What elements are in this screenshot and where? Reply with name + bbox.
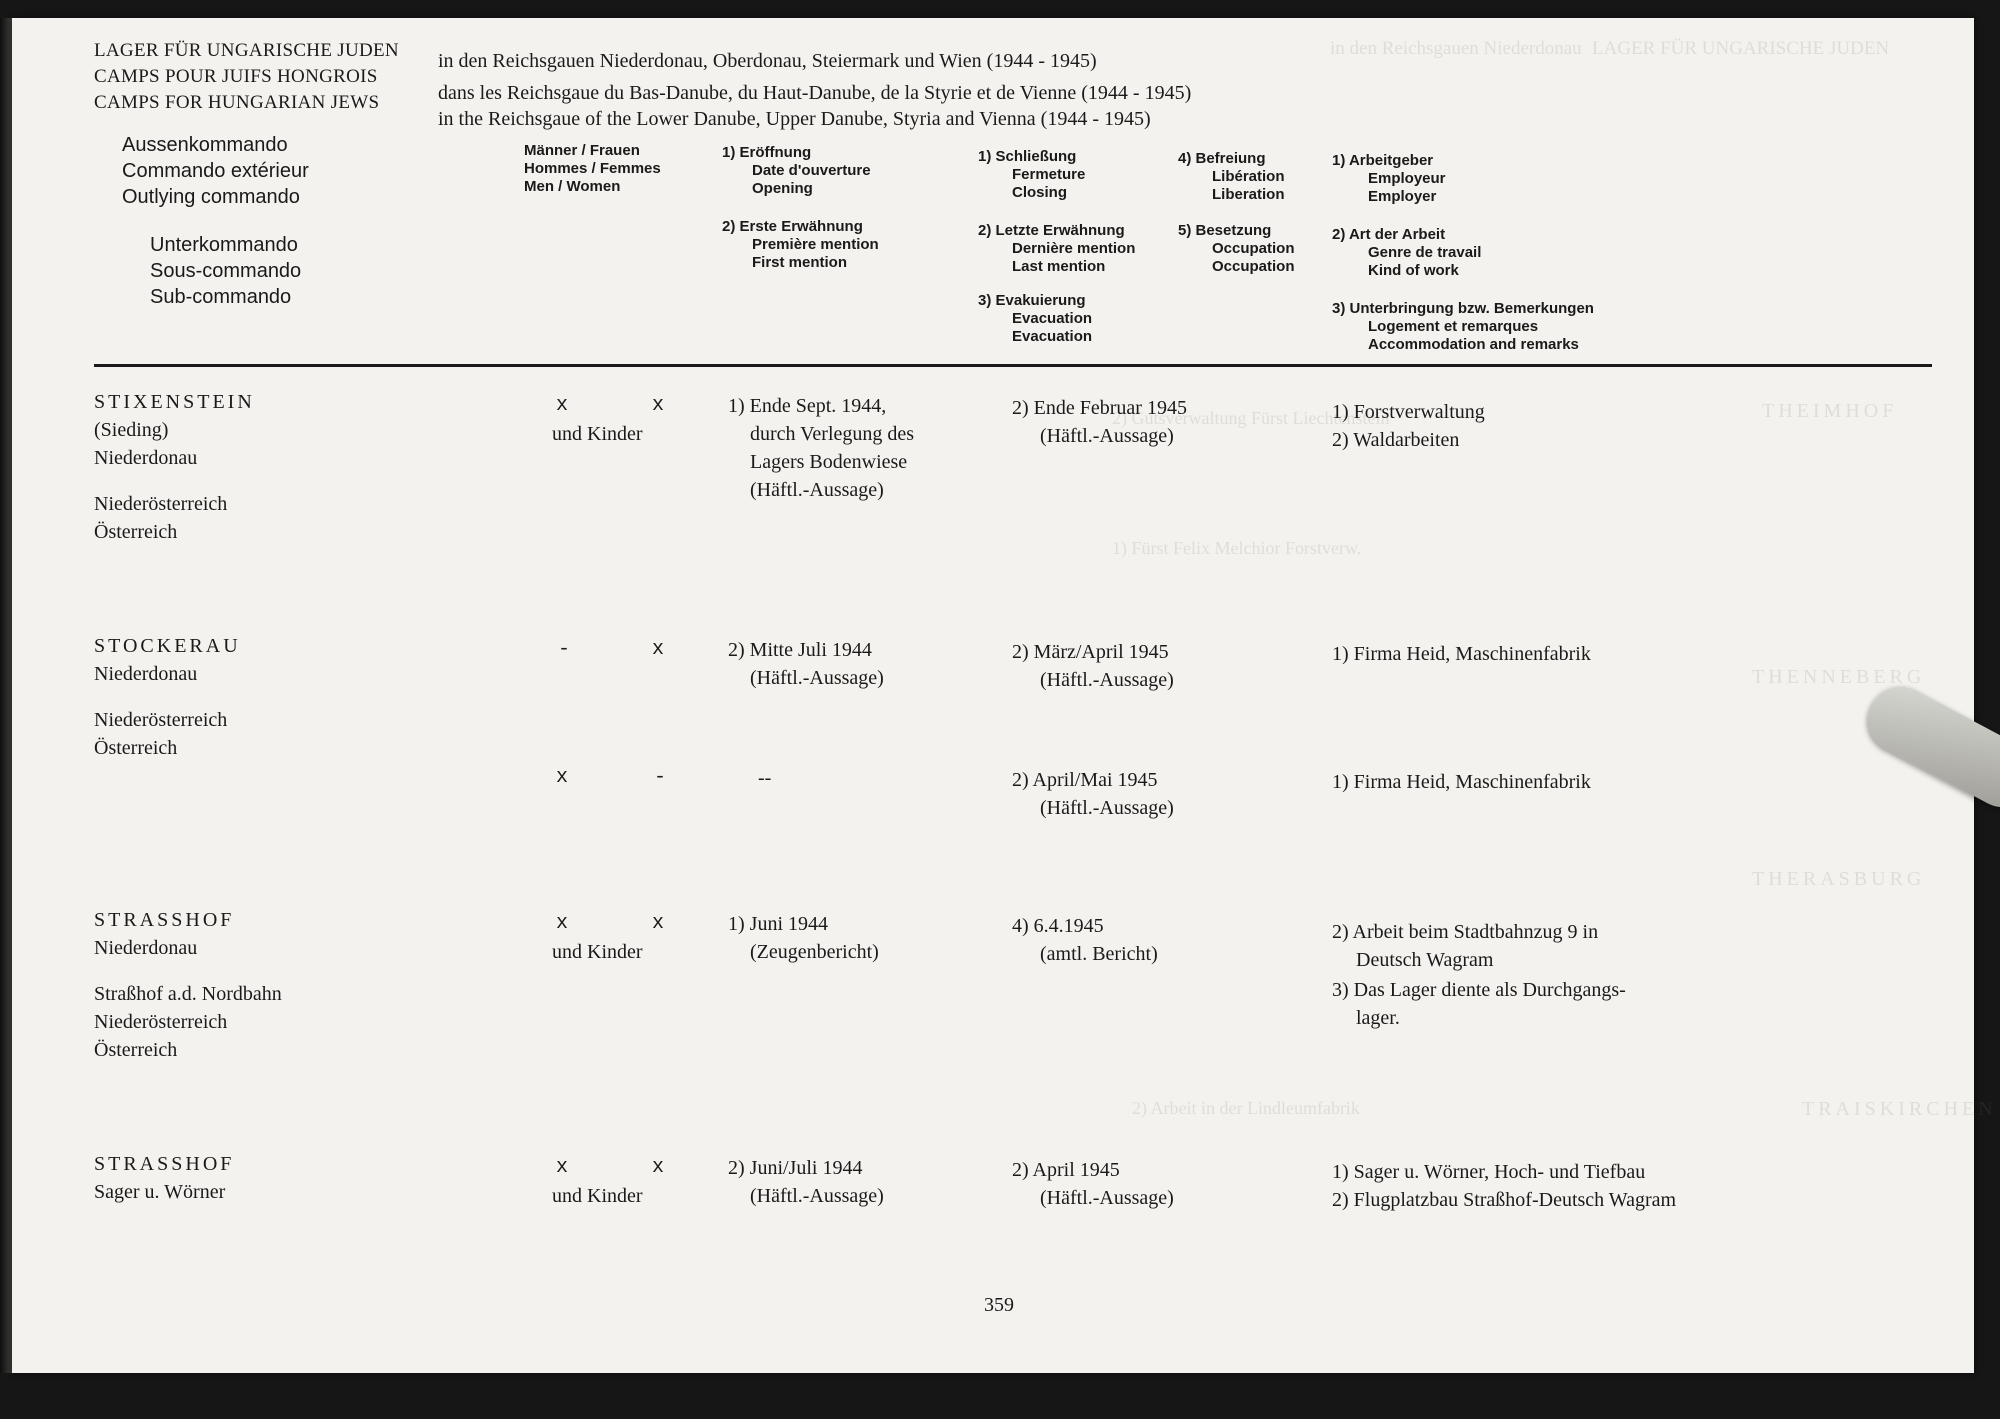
work-info: 2) Waldarbeiten — [1332, 429, 1460, 451]
page-number: 359 — [984, 1294, 1014, 1316]
close-info: (Häftl.-Aussage) — [1040, 669, 1174, 691]
legend-closing-fr: Fermeture — [1012, 166, 1086, 183]
legend-accommodation-en: Accommodation and remarks — [1368, 336, 1579, 353]
entry-location: Niederdonau — [94, 663, 198, 685]
children-note: und Kinder — [552, 1185, 643, 1207]
legend-evacuation: 3) Evakuierung — [978, 292, 1086, 309]
legend-gender-de: Männer / Frauen — [524, 142, 640, 159]
entry-location-now: Niederösterreich — [94, 493, 228, 515]
open-info: (Häftl.-Aussage) — [750, 667, 884, 689]
legend-occupation: 5) Besetzung — [1178, 222, 1272, 239]
women-mark: x — [652, 912, 665, 935]
legend-liberation-en: Liberation — [1212, 186, 1285, 203]
entry-location-now: Österreich — [94, 737, 178, 759]
open-info: durch Verlegung des — [750, 423, 915, 445]
header-region-en: in the Reichsgaue of the Lower Danube, Upper Danube, Styria and Vienna (1944 - 1945) — [438, 108, 1151, 130]
women-mark: x — [652, 1156, 665, 1179]
open-info: Lagers Bodenwiese — [750, 451, 908, 473]
entry-name: STOCKERAU — [94, 635, 241, 657]
open-info: -- — [758, 767, 772, 789]
legend-gender-en: Men / Women — [524, 178, 621, 195]
bleed-through-text: in den Reichsgauen Niederdonau — [1330, 38, 1582, 59]
outcommand-de: Aussenkommando — [122, 134, 288, 156]
bleed-through-text: THENNEBERG — [1752, 666, 1926, 688]
work-info: 1) Firma Heid, Maschinenfabrik — [1332, 771, 1591, 793]
legend-liberation-fr: Libération — [1212, 168, 1285, 185]
legend-evacuation-en: Evacuation — [1012, 328, 1093, 345]
close-info: (Häftl.-Aussage) — [1040, 1187, 1174, 1209]
subcommand-en: Sub-commando — [150, 286, 292, 308]
bleed-through-text: 2) Gutsverwaltung Fürst Liechtenstein — [1112, 408, 1390, 428]
legend-first-mention: 2) Erste Erwähnung — [722, 218, 863, 235]
bleed-through-text: THEIMHOF — [1762, 400, 1898, 422]
work-info: Deutsch Wagram — [1356, 949, 1494, 971]
header-title-fr: CAMPS POUR JUIFS HONGROIS — [94, 66, 378, 87]
entry-location-now: Österreich — [94, 1039, 178, 1061]
open-info: (Zeugenbericht) — [750, 941, 879, 963]
entry-name: STRASSHOF — [94, 909, 235, 931]
entry-location-now: Niederösterreich — [94, 709, 228, 731]
legend-occupation-fr: Occupation — [1212, 240, 1295, 257]
header-title-en: CAMPS FOR HUNGARIAN JEWS — [94, 92, 380, 113]
entry-location: Niederdonau — [94, 937, 198, 959]
open-info: 1) Juni 1944 — [728, 913, 828, 935]
legend-closing-en: Closing — [1012, 184, 1067, 201]
legend-opening-fr: Date d'ouverture — [752, 162, 871, 179]
bleed-through-text: TRAISKIRCHEN — [1802, 1098, 1997, 1120]
women-mark: x — [652, 638, 665, 661]
close-info: 2) März/April 1945 — [1012, 641, 1169, 663]
work-info: 1) Sager u. Wörner, Hoch- und Tiefbau — [1332, 1161, 1646, 1183]
work-info: 3) Das Lager diente als Durchgangs- — [1332, 979, 1626, 1001]
men-mark: x — [556, 766, 569, 789]
entry-location: (Sieding) — [94, 419, 169, 441]
legend-first-mention-fr: Première mention — [752, 236, 879, 253]
outcommand-fr: Commando extérieur — [122, 160, 309, 182]
bleed-through-text: THERASBURG — [1752, 868, 1926, 890]
work-info: 2) Flugplatzbau Straßhof-Deutsch Wagram — [1332, 1189, 1677, 1211]
header-title-de: LAGER FÜR UNGARISCHE JUDEN — [94, 40, 399, 61]
legend-work: 2) Art der Arbeit — [1332, 226, 1446, 243]
legend-first-mention-en: First mention — [752, 254, 848, 271]
legend-occupation-en: Occupation — [1212, 258, 1295, 275]
legend-employer: 1) Arbeitgeber — [1332, 152, 1434, 169]
entry-location-now: Österreich — [94, 521, 178, 543]
legend-employer-fr: Employeur — [1368, 170, 1446, 187]
legend-closing: 1) Schließung — [978, 148, 1077, 165]
work-info: 2) Arbeit beim Stadtbahnzug 9 in — [1332, 921, 1599, 943]
header-region-de: in den Reichsgauen Niederdonau, Oberdonau, Steiermark und Wien (1944 - 1945) — [438, 50, 1097, 72]
bleed-through-text: LAGER FÜR UNGARISCHE JUDEN — [1592, 38, 1890, 59]
open-info: 1) Ende Sept. 1944, — [728, 395, 887, 417]
legend-last-mention-fr: Dernière mention — [1012, 240, 1136, 257]
close-info: (Häftl.-Aussage) — [1040, 797, 1174, 819]
entry-location-now: Niederösterreich — [94, 1011, 228, 1033]
legend-last-mention: 2) Letzte Erwähnung — [978, 222, 1125, 239]
close-info: 2) Ende Februar 1945 — [1012, 397, 1187, 419]
open-info: 2) Juni/Juli 1944 — [728, 1157, 863, 1179]
children-note: und Kinder — [552, 423, 643, 445]
subcommand-fr: Sous-commando — [150, 260, 302, 282]
legend-work-en: Kind of work — [1368, 262, 1459, 279]
men-mark: x — [556, 1156, 569, 1179]
header-region-fr: dans les Reichsgaue du Bas-Danube, du Haut-Danube, de la Styrie et de Vienne (1944 - 1945) — [438, 82, 1192, 104]
men-mark: x — [556, 394, 569, 417]
outcommand-en: Outlying commando — [122, 186, 300, 208]
bleed-through-text: 2) Arbeit in der Lindleumfabrik — [1132, 1098, 1360, 1118]
entry-location: Niederdonau — [94, 447, 198, 469]
legend-gender-fr: Hommes / Femmes — [524, 160, 661, 177]
children-note: und Kinder — [552, 941, 643, 963]
legend-liberation: 4) Befreiung — [1178, 150, 1266, 167]
legend-opening-en: Opening — [752, 180, 813, 197]
open-info: (Häftl.-Aussage) — [750, 1185, 884, 1207]
entry-name: STRASSHOF — [94, 1153, 235, 1175]
women-mark: - — [654, 766, 667, 789]
close-info: 2) April/Mai 1945 — [1012, 769, 1158, 791]
open-info: 2) Mitte Juli 1944 — [728, 639, 872, 661]
legend-work-fr: Genre de travail — [1368, 244, 1482, 261]
document-page — [12, 18, 1997, 1373]
entry-location: Sager u. Wörner — [94, 1181, 226, 1203]
legend-evacuation-fr: Evacuation — [1012, 310, 1093, 327]
work-info: 1) Forstverwaltung — [1332, 401, 1485, 423]
legend-accommodation: 3) Unterbringung bzw. Bemerkungen — [1332, 300, 1594, 317]
bleed-through-text: 1) Fürst Felix Melchior Forstverw. — [1112, 538, 1362, 558]
legend-accommodation-fr: Logement et remarques — [1368, 318, 1539, 335]
work-info: 1) Firma Heid, Maschinenfabrik — [1332, 643, 1591, 665]
entry-location-now: Straßhof a.d. Nordbahn — [94, 983, 282, 1005]
header-divider-rule — [94, 364, 1932, 367]
entry-name: STIXENSTEIN — [94, 391, 255, 413]
close-info: (amtl. Bericht) — [1040, 943, 1158, 965]
women-mark: x — [652, 394, 665, 417]
men-mark: - — [558, 638, 571, 661]
close-info: (Häftl.-Aussage) — [1040, 425, 1174, 447]
close-info: 2) April 1945 — [1012, 1159, 1120, 1181]
legend-last-mention-en: Last mention — [1012, 258, 1106, 275]
open-info: (Häftl.-Aussage) — [750, 479, 884, 501]
subcommand-de: Unterkommando — [150, 234, 298, 256]
work-info: lager. — [1356, 1007, 1400, 1029]
men-mark: x — [556, 912, 569, 935]
close-info: 4) 6.4.1945 — [1012, 915, 1104, 937]
legend-employer-en: Employer — [1368, 188, 1437, 205]
legend-opening: 1) Eröffnung — [722, 144, 812, 161]
